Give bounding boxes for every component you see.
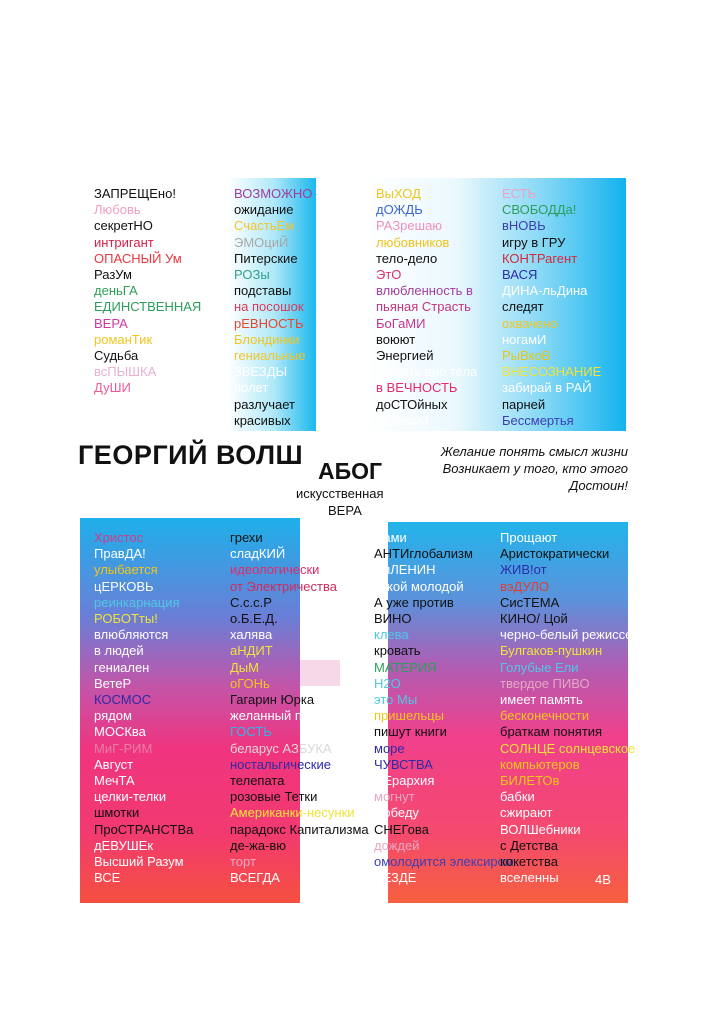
word-item: ВСЕГДА bbox=[230, 870, 280, 886]
word-item: омолодится элексиром bbox=[374, 854, 514, 870]
word-item: ВНЕСОЗНАНИЕ bbox=[502, 364, 602, 380]
word-item: это Мы bbox=[374, 692, 418, 708]
word-item: рядом bbox=[94, 708, 132, 724]
word-item: де-жа-вю bbox=[230, 837, 287, 853]
word-item: ЙЕрархия bbox=[374, 773, 435, 789]
word-item: ожидание bbox=[234, 202, 294, 218]
word-item: Н2О bbox=[374, 675, 401, 691]
word-item: Победу bbox=[374, 805, 419, 821]
word-item: Хранитель bbox=[94, 412, 159, 428]
word-item: КОСМОС bbox=[94, 692, 152, 708]
word-column bbox=[374, 530, 514, 886]
corner-mark: 4В bbox=[595, 872, 611, 887]
word-item: целки-телки bbox=[94, 789, 167, 805]
word-item: бесконечности bbox=[500, 708, 589, 724]
word-item: цЕРКОВЬ bbox=[94, 578, 154, 594]
word-item: оГОНь bbox=[230, 675, 270, 691]
word-item: забирай в РАЙ bbox=[502, 380, 592, 396]
word-item: миЛЕНИН bbox=[374, 562, 436, 578]
word-item: парней bbox=[502, 396, 546, 412]
word-item: Любовь bbox=[94, 202, 141, 218]
word-item: Память вне тела bbox=[376, 364, 478, 380]
word-item: дЕВУШЕк bbox=[94, 837, 154, 853]
word-item: пришельцы bbox=[374, 708, 444, 724]
word-item: идеологически bbox=[230, 562, 320, 578]
word-item: розовые Тетки bbox=[230, 789, 318, 805]
word-item: Голубые Ели bbox=[500, 659, 579, 675]
word-item: кровать bbox=[374, 643, 421, 659]
word-item: пьяная Страсть bbox=[376, 299, 471, 315]
word-item: улыбается bbox=[94, 562, 158, 578]
word-item: А уже против bbox=[374, 594, 454, 610]
word-item: браткам понятия bbox=[500, 724, 603, 740]
word-item: вНОВЬ bbox=[502, 218, 546, 234]
word-item: СВОБОДДа! bbox=[502, 202, 577, 218]
word-item: МечТА bbox=[94, 773, 135, 789]
word-item: охвачено bbox=[502, 315, 558, 331]
word-item: в ВЕЧНОСТЬ bbox=[376, 380, 458, 396]
word-item: кокетства bbox=[500, 854, 558, 870]
word-item: СНЕГова bbox=[374, 821, 429, 837]
word-item: влюбляются bbox=[94, 627, 169, 643]
epigraph-line: Возникает у того, кто этого bbox=[442, 461, 628, 476]
word-item: СисТЕМА bbox=[500, 594, 560, 610]
word-item: БИЛЕТОв bbox=[500, 773, 560, 789]
word-item: с Детства bbox=[500, 837, 558, 853]
word-item: вселенны bbox=[500, 870, 559, 886]
word-item: ПравДА! bbox=[94, 546, 146, 562]
word-item: ВЕРА bbox=[94, 315, 128, 331]
word-item: клева bbox=[374, 627, 409, 643]
word-item: ногамИ bbox=[502, 331, 547, 347]
word-item: МиГ-РИМ bbox=[94, 740, 153, 756]
word-column bbox=[502, 186, 601, 429]
word-item: Американки-несунки bbox=[230, 805, 355, 821]
epigraph-line: Достоин! bbox=[569, 478, 628, 493]
word-item: подставы bbox=[234, 283, 292, 299]
word-item: влюбленность в bbox=[376, 283, 473, 299]
word-item: беларус АЗБУКА bbox=[230, 740, 332, 756]
word-item: АНТИглобализм bbox=[374, 546, 473, 562]
word-item: желанный первый bbox=[230, 708, 340, 724]
word-item: всПЫШКА bbox=[94, 364, 157, 380]
epigraph-line: Желание понять смысл жизни bbox=[440, 444, 628, 459]
book-title: АБОГ bbox=[318, 458, 383, 484]
word-item: такой молодой bbox=[374, 578, 464, 594]
word-item: ЕСТЬ bbox=[502, 186, 537, 201]
word-item: Булгаков-пушкин bbox=[500, 643, 603, 659]
word-item: Блондинки bbox=[234, 331, 300, 347]
word-item: имеет память bbox=[500, 692, 583, 708]
word-item: любовников bbox=[376, 234, 450, 250]
word-item: твердое ПИВО bbox=[500, 675, 590, 691]
word-item: секретНО bbox=[94, 218, 153, 234]
word-item: ВИНО bbox=[374, 611, 412, 627]
word-item: ЭМОциЙ bbox=[234, 234, 289, 250]
word-item: игру в ГРУ bbox=[502, 234, 566, 250]
word-item: ВОЗМОЖНО bbox=[234, 186, 313, 201]
word-item: КИНО/ Цой bbox=[500, 611, 568, 627]
word-item: могнут bbox=[374, 789, 415, 805]
word-item: сладКИЙ bbox=[230, 546, 286, 562]
word-item: бабки bbox=[500, 789, 535, 805]
word-item: С.с.с.Р bbox=[230, 594, 272, 610]
word-item: Нами bbox=[374, 530, 407, 545]
word-item: Ангел bbox=[94, 396, 129, 412]
word-item: ЭтО bbox=[376, 267, 402, 283]
word-item: аНДИТ bbox=[230, 643, 273, 659]
word-item: красивых bbox=[234, 412, 291, 428]
word-item: ПроСТРАНСТВа bbox=[94, 821, 194, 837]
word-item: Высший Разум bbox=[94, 854, 184, 870]
word-item: воюют bbox=[376, 331, 416, 347]
word-item: ВыХОД bbox=[376, 186, 421, 201]
word-item: МАТЕРИЯ bbox=[374, 659, 437, 675]
word-item: ЕДИНСТВЕННАЯ bbox=[94, 299, 202, 315]
word-item: компьютеров bbox=[500, 756, 580, 772]
word-item: разлучает bbox=[234, 396, 295, 412]
book-subtitle-line2: ВЕРА bbox=[328, 503, 362, 518]
author-name: ГЕОРГИЙ ВОЛШ bbox=[78, 440, 304, 470]
word-item: ВЕЗДЕ bbox=[374, 870, 417, 886]
word-item: на посошок bbox=[234, 299, 304, 315]
word-column bbox=[94, 530, 193, 886]
word-item: ДуШИ bbox=[94, 380, 131, 396]
word-item: рЕВНОСТЬ bbox=[234, 315, 304, 331]
word-item: ВСЕ bbox=[94, 870, 121, 886]
word-item: ЗВЕЗДЫ bbox=[234, 364, 288, 380]
word-item: халява bbox=[230, 627, 273, 643]
word-item: дождей bbox=[374, 837, 420, 853]
word-item: доСТОйных bbox=[376, 396, 448, 412]
word-item: море bbox=[374, 740, 405, 756]
word-item: пишут книги bbox=[374, 724, 447, 740]
word-item: Прощают bbox=[500, 530, 558, 545]
word-item: черно-белый режиссер bbox=[500, 627, 640, 643]
word-item: ВОЛШебники bbox=[500, 821, 581, 837]
word-item: ЖИВ!от bbox=[500, 562, 547, 578]
word-column bbox=[234, 186, 312, 429]
word-item: ВетеР bbox=[94, 675, 132, 691]
word-column bbox=[94, 186, 201, 429]
word-item: романТик bbox=[94, 331, 153, 347]
word-item: СчастьЕм bbox=[234, 218, 295, 234]
word-item: РОБОТты! bbox=[94, 611, 158, 627]
word-item: в людей bbox=[94, 643, 144, 659]
word-item: Бессмертья bbox=[502, 412, 574, 428]
word-item: СОЛНЦЕ солнцевское bbox=[500, 740, 636, 756]
word-item: Август bbox=[94, 756, 134, 772]
word-item: сжирают bbox=[500, 805, 553, 821]
word-item: РОЗы bbox=[234, 267, 270, 283]
word-column bbox=[230, 530, 369, 886]
book-subtitle-line1: искусственная bbox=[296, 486, 384, 501]
word-item: о.Б.Е.Д. bbox=[230, 611, 278, 627]
word-item: ДИНА-льДина bbox=[502, 283, 588, 299]
word-item: Гагарин Юрка bbox=[230, 692, 315, 708]
word-item: торт bbox=[230, 854, 256, 870]
word-item: полет bbox=[234, 380, 269, 396]
word-item: ОПАСНЫЙ Ум bbox=[94, 250, 182, 266]
word-item: реинкарнация bbox=[94, 594, 180, 610]
word-item: интригант bbox=[94, 234, 154, 250]
word-item: грехи bbox=[230, 530, 263, 545]
word-item: от Электричества bbox=[230, 578, 337, 594]
word-item: Энергией bbox=[376, 348, 434, 364]
word-item: РАЗрешаю bbox=[376, 218, 443, 234]
word-item: РазУм bbox=[94, 267, 132, 283]
word-item: дОЖДЬ bbox=[376, 202, 423, 218]
word-item: тело-дело bbox=[376, 250, 438, 266]
word-item: парадокс Капитализма bbox=[230, 821, 369, 837]
word-item: РыВкоВ bbox=[502, 348, 551, 364]
word-item: гениален bbox=[94, 659, 150, 675]
word-column bbox=[376, 186, 477, 429]
epigraph bbox=[441, 443, 628, 494]
word-item: следят bbox=[502, 299, 544, 315]
word-item: Питерские bbox=[234, 250, 298, 266]
word-item: телепата bbox=[230, 773, 285, 789]
word-item: ЗАПРЕЩЕно! bbox=[94, 186, 176, 201]
word-item: Христос bbox=[94, 530, 144, 545]
word-item: деньГА bbox=[94, 283, 138, 299]
word-item: КОНТРагент bbox=[502, 250, 578, 266]
word-item: МОСКва bbox=[94, 724, 146, 740]
word-item: ностальгические bbox=[230, 756, 331, 772]
word-item: иллюзий bbox=[376, 412, 429, 428]
word-item: вэДУЛО bbox=[500, 578, 549, 594]
word-item: Судьба bbox=[94, 348, 139, 364]
word-item: БоГаМИ bbox=[376, 315, 426, 331]
word-item: ГОСТЬ bbox=[230, 724, 272, 740]
word-item: Аристократически bbox=[500, 546, 610, 562]
word-item: гениальные bbox=[234, 348, 306, 364]
word-column bbox=[500, 530, 640, 886]
word-item: ЧУВСТВА bbox=[374, 756, 433, 772]
word-item: ДыМ bbox=[230, 659, 259, 675]
word-item: шмотки bbox=[94, 805, 140, 821]
word-item: ВАСЯ bbox=[502, 267, 538, 283]
